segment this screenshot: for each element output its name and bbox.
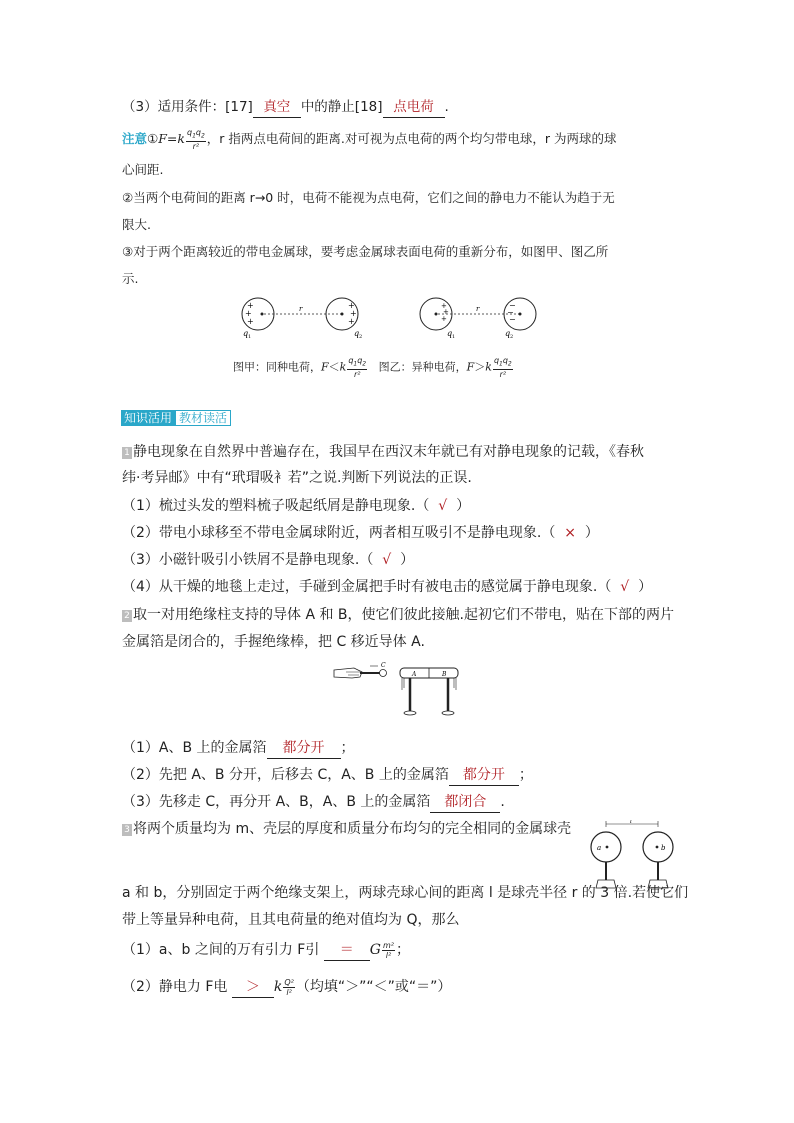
svg-text:+: + <box>247 301 254 310</box>
note-text-1: ，r 指两点电荷间的距离.对可视为点电荷的两个均匀带电球，r 为两球的球 <box>206 130 617 146</box>
conductor-apparatus-figure <box>332 660 472 720</box>
q2-number: 2 <box>122 610 132 622</box>
q1-line-1 <box>122 442 644 462</box>
q3-item-2: （2）静电力 F电 ＞ k $\frac{\text{Q²}}{\text{l²}}$ （均填“＞”“＜”或“＝”） <box>122 977 452 997</box>
q1-number: 1 <box>122 447 132 459</box>
q2-item-3-answer: 都闭合 <box>430 792 500 813</box>
svg-text:−: − <box>507 308 514 317</box>
q2-item-2-end: ； <box>518 767 533 783</box>
svg-text:r: r <box>476 305 480 313</box>
svg-text:+: + <box>441 315 447 323</box>
q2-text-1: 取一对用绝缘柱支持的导体 A 和 B，使它们彼此接触.起初它们不带电，贴在下部的两片 <box>133 607 674 623</box>
caption-jia: 图甲：同种电荷， <box>233 360 321 374</box>
svg-text:1: 1 <box>452 334 456 340</box>
svg-text:2: 2 <box>510 334 514 340</box>
svg-text:b: b <box>661 844 666 852</box>
q1-item-4-text: （4）从干燥的地毯上走过，手碰到金属把手时有被电击的感觉属于静电现象.（ <box>122 579 612 595</box>
q1-item-1-end: ） <box>456 498 471 514</box>
q3-coulomb-fraction: $\frac{\text{Q²}}{\text{l²}}$ <box>284 977 294 997</box>
answer-vacuum: 真空 <box>253 97 301 118</box>
q2-item-2-text: （2）先把 A、B 分开，后移去 C，A、B 上的金属箔 <box>122 767 449 783</box>
note-line-3: ②当两个电荷间的距离 r→0 时，电荷不能视为点电荷，它们之间的静电力不能认为趋于无 <box>122 190 615 205</box>
svg-text:−: − <box>509 301 516 310</box>
hand-with-rod <box>334 662 387 678</box>
svg-text:+: + <box>443 308 449 316</box>
q1-item-2-text: （2）带电小球移至不带电金属球附近，两者相互吸引不是静电现象.（ <box>122 525 556 541</box>
figure-jia-spheres <box>242 298 362 340</box>
q2-line-1 <box>122 605 674 625</box>
section-header <box>121 407 231 426</box>
q1-item-1-mark: √ <box>438 498 448 514</box>
svg-text:+: + <box>245 309 252 318</box>
q1-item-3-text: （3）小磁针吸引小铁屑不是静电现象.（ <box>122 552 374 568</box>
q1-line-2: 纬·考异邮》中有“玳瑁吸衤若”之说.判断下列说法的正误. <box>122 470 472 486</box>
svg-text:q: q <box>243 329 249 338</box>
q1-text-1: 静电现象在自然界中普遍存在，我国早在西汉末年就已有对静电现象的记载，《春秋 <box>133 444 644 460</box>
figure-yi-spheres <box>420 298 536 340</box>
note-line-6: 示. <box>122 271 139 286</box>
shell-a <box>591 832 621 888</box>
q3-item-1-answer: ＝ <box>324 940 370 961</box>
svg-text:q: q <box>505 329 511 338</box>
q3-item-1: （1）a、b 之间的万有引力 F引 ＝ G $\frac{\text{m²}}{\text{l²}}$ ； <box>122 940 410 960</box>
q1-item-1-text: （1）梳过头发的塑料梳子吸起纸屑是静电现象.（ <box>122 498 430 514</box>
q1-item-3-mark: √ <box>382 552 392 568</box>
coulomb-fraction: $\frac{q_1q_2}{\text{r²}}$ <box>186 128 205 151</box>
svg-text:−: − <box>509 315 516 324</box>
svg-text:q: q <box>447 329 453 338</box>
q1-item-4 <box>122 577 652 597</box>
note-line-5: ③对于两个距离较近的带电金属球，要考虑金属球表面电荷的重新分布，如图甲、图乙所 <box>122 244 609 259</box>
charged-spheres-figure <box>236 292 546 342</box>
q3-item-1-text: （1）a、b 之间的万有引力 F引 <box>122 942 320 958</box>
q3-line-1 <box>122 819 571 839</box>
q1-item-4-end: ） <box>638 579 653 595</box>
q2-item-1 <box>122 738 355 759</box>
svg-text:r: r <box>299 305 303 313</box>
caption-fraction-right: $\frac{q_1q_2}{\text{r²}}$ <box>493 356 512 379</box>
q3-item-2-text: （2）静电力 F电 <box>122 979 228 995</box>
note-circle-1: ① <box>147 130 159 146</box>
condition-end: . <box>444 99 449 115</box>
svg-text:A: A <box>412 671 417 678</box>
figure-caption: 图甲：同种电荷，F＜k $\frac{q_1q_2}{\text{r²}}$ 图乙：异种电荷，F＞k $\frac{q_1q_2}{\text{r²}}$ <box>233 356 512 379</box>
q1-item-3 <box>122 550 414 570</box>
q2-item-3-end: . <box>500 794 505 810</box>
q2-item-2-answer: 都分开 <box>449 765 519 786</box>
svg-text:+: + <box>441 302 447 310</box>
condition-mid: 中的静止[18] <box>300 99 383 115</box>
svg-text:+: + <box>247 317 254 326</box>
q2-item-1-end: ； <box>340 740 355 756</box>
note-line-4: 限大. <box>122 217 151 232</box>
q2-item-1-text: （1）A、B 上的金属箔 <box>122 740 267 756</box>
svg-text:l: l <box>630 820 632 825</box>
svg-text:1: 1 <box>248 334 252 340</box>
q3-line-2: a 和 b，分别固定于两个绝缘支架上，两球壳球心间的距离 l 是球壳半径 r 的 3 倍.若使它们 <box>122 885 689 901</box>
q3-text-1: 将两个质量均为 m、壳层的厚度和质量分布均匀的完全相同的金属球壳 <box>133 821 572 837</box>
answer-point-charge: 点电荷 <box>383 97 445 118</box>
q3-item-2-end: （均填“＞”“＜”或“＝”） <box>295 979 452 995</box>
q2-item-2 <box>122 765 533 786</box>
section-badge-textbook: 教材读活 <box>175 410 231 426</box>
note-tag: 注意 <box>122 130 148 146</box>
caption-yi: 图乙：异种电荷， <box>378 360 467 374</box>
q1-item-4-mark: √ <box>620 579 630 595</box>
caption-fraction-left: $\frac{q_1q_2}{\text{r²}}$ <box>348 356 367 379</box>
q2-item-3 <box>122 792 505 813</box>
svg-text:+: + <box>348 301 355 310</box>
q3-line-3: 带上等量异种电荷，且其电荷量的绝对值均为 Q，那么 <box>122 912 460 928</box>
q1-item-1 <box>122 496 470 516</box>
q2-item-3-text: （3）先移走 C，再分开 A、B，A、B 上的金属箔 <box>122 794 431 810</box>
q1-item-3-end: ） <box>400 552 415 568</box>
condition-prefix: （3）适用条件：[17] <box>122 99 253 115</box>
condition-line <box>122 97 449 118</box>
q2-line-2: 金属箔是闭合的，手握绝缘棒，把 C 移近导体 A. <box>122 634 425 650</box>
q1-item-2-mark: × <box>564 525 576 541</box>
q3-number: 3 <box>122 824 132 836</box>
svg-text:a: a <box>597 844 602 852</box>
svg-text:2: 2 <box>359 334 363 340</box>
svg-text:B: B <box>442 671 447 678</box>
q1-item-2-end: ） <box>584 525 599 541</box>
note-line-1: 注意①F=k $\frac{q_1q_2}{\text{r²}}$ ，r 指两点电荷间的距离.对可视为点电荷的两个均匀带电球，r 为两球的球 <box>122 128 617 151</box>
svg-text:+: + <box>348 317 355 326</box>
svg-text:C: C <box>381 662 386 669</box>
q1-item-2 <box>122 523 599 543</box>
svg-text:+: + <box>350 309 357 318</box>
q2-item-1-answer: 都分开 <box>267 738 341 759</box>
conductors-ab <box>400 668 458 715</box>
shell-b <box>643 832 673 888</box>
svg-text:q: q <box>354 329 360 338</box>
note-line-2: 心间距. <box>122 162 164 177</box>
section-badge-knowledge: 知识活用 <box>121 410 175 426</box>
q3-gravity-fraction: $\frac{\text{m²}}{\text{l²}}$ <box>382 940 394 960</box>
q3-item-2-answer: ＞ <box>232 977 274 998</box>
